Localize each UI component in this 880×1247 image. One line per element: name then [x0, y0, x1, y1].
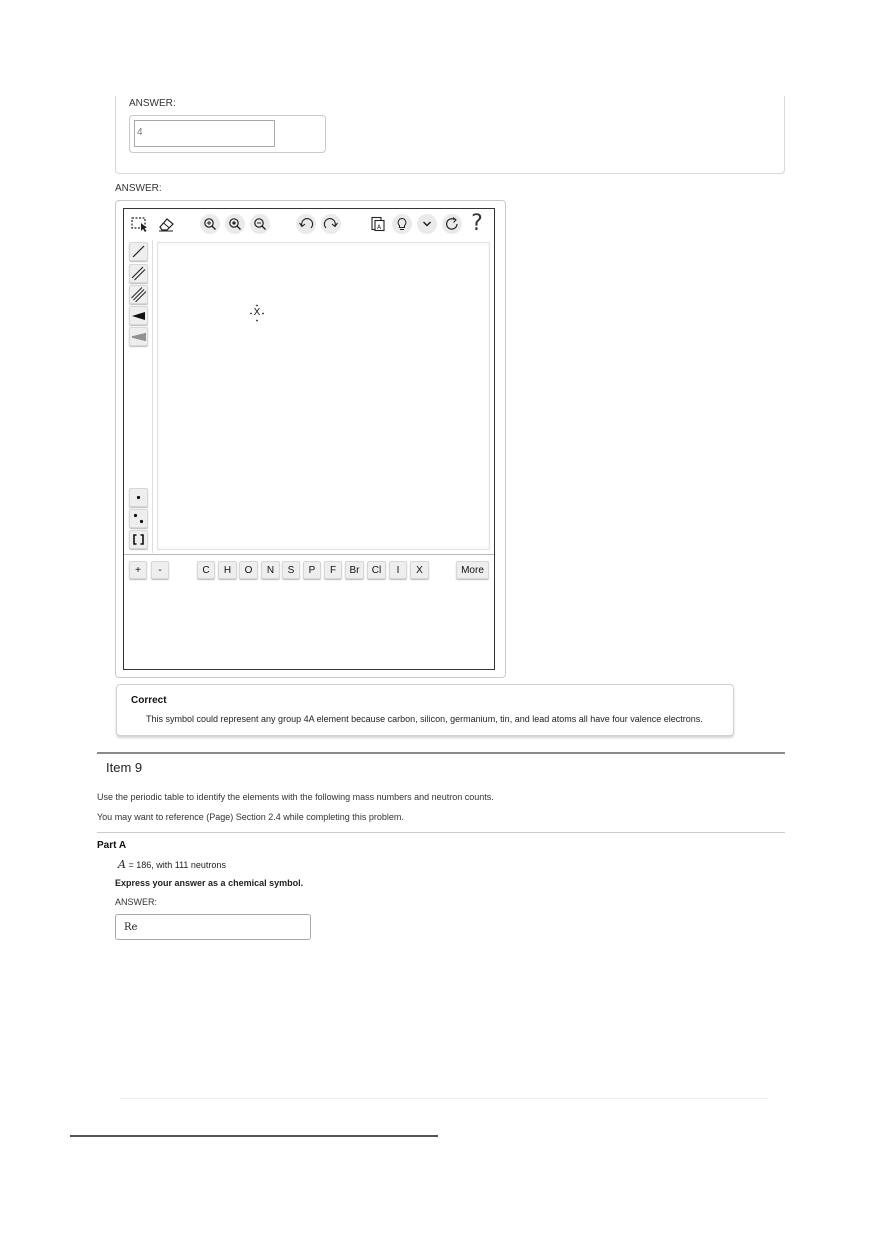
canvas-atom-symbol: X: [253, 307, 261, 318]
part-a-title: Part A: [97, 840, 127, 851]
refresh-icon[interactable]: [442, 214, 462, 234]
part-a-equation: [118, 858, 226, 871]
feedback-message: This symbol could represent any group 4A element because carbon, silicon, germanium, tin, and lead atoms all have four valence electrons.: [146, 714, 703, 724]
zoom-actual-icon[interactable]: [225, 214, 245, 234]
editor-answer-label: ANSWER:: [115, 183, 162, 194]
electron-pair-icon[interactable]: [129, 509, 148, 528]
element-button-o[interactable]: O: [239, 561, 258, 579]
item-reference: You may want to reference (Page) Section 2.4 while completing this problem.: [97, 812, 404, 822]
zoom-in-icon[interactable]: [200, 214, 220, 234]
decrease-charge-button[interactable]: -: [151, 561, 169, 579]
more-elements-button[interactable]: More: [456, 561, 489, 579]
footer-line: [120, 1098, 768, 1099]
drawing-canvas[interactable]: [157, 242, 490, 550]
bottom-toolbar-divider: [124, 554, 494, 555]
part-a-answer-input[interactable]: Re: [115, 914, 311, 940]
double-bond-icon[interactable]: [129, 264, 148, 283]
undo-icon[interactable]: [296, 214, 316, 234]
item-title: Item 9: [106, 760, 143, 775]
mass-number-text: = 186, with 111 neutrons: [125, 860, 226, 870]
redo-icon[interactable]: [321, 214, 341, 234]
element-button-h[interactable]: H: [218, 561, 237, 579]
feedback-title: Correct: [131, 695, 167, 706]
wedge-bond-icon[interactable]: [129, 306, 148, 325]
previous-answer-label: ANSWER:: [129, 98, 176, 109]
part-a-prompt: Express your answer as a chemical symbol.: [115, 878, 304, 888]
zoom-out-icon[interactable]: [250, 214, 270, 234]
element-button-p[interactable]: P: [303, 561, 321, 579]
item-instructions: Use the periodic table to identify the elements with the following mass numbers and neutron counts.: [97, 792, 494, 802]
page-bottom-line: [70, 1135, 438, 1137]
element-button-s[interactable]: S: [282, 561, 300, 579]
chevron-down-icon[interactable]: [417, 214, 437, 234]
increase-charge-button[interactable]: +: [129, 561, 147, 579]
element-button-f[interactable]: F: [324, 561, 342, 579]
bracket-icon[interactable]: [129, 530, 148, 549]
part-a-answer-label: ANSWER:: [115, 897, 158, 907]
element-button-n[interactable]: N: [261, 561, 280, 579]
element-button-br[interactable]: Br: [345, 561, 364, 579]
feedback-box: [116, 684, 734, 736]
svg-text:A: A: [377, 224, 382, 231]
part-separator: [97, 832, 785, 833]
selection-tool-icon[interactable]: [130, 214, 150, 234]
element-button-i[interactable]: I: [389, 561, 407, 579]
hash-bond-icon[interactable]: [129, 327, 148, 346]
eraser-icon[interactable]: [156, 214, 176, 234]
help-icon[interactable]: ?: [471, 210, 483, 236]
element-button-cl[interactable]: Cl: [367, 561, 386, 579]
previous-answer-input[interactable]: 4: [134, 120, 275, 147]
single-bond-icon[interactable]: [129, 242, 148, 261]
element-button-x[interactable]: X: [410, 561, 429, 579]
item-separator: [97, 752, 785, 754]
mass-number-variable: A: [118, 858, 126, 871]
lightbulb-icon[interactable]: [392, 214, 412, 234]
triple-bond-icon[interactable]: [129, 285, 148, 304]
element-button-c[interactable]: C: [197, 561, 215, 579]
left-toolbar-divider: [152, 240, 153, 553]
lone-electron-icon[interactable]: [129, 488, 148, 507]
template-icon[interactable]: [368, 214, 388, 234]
